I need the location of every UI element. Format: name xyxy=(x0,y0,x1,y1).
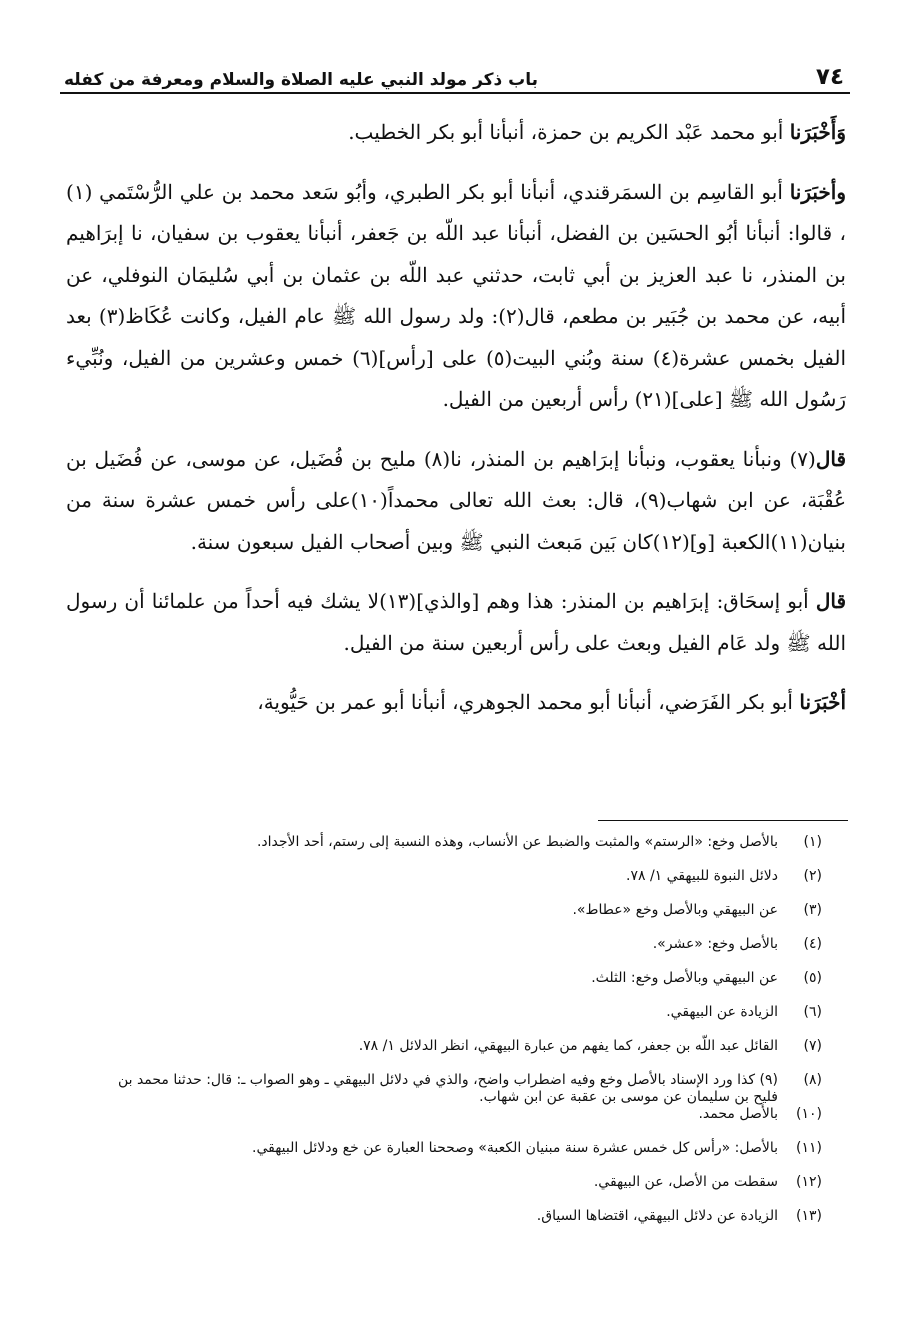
footnote xyxy=(110,902,822,936)
footnote-number: (٤) xyxy=(803,936,822,952)
paragraph-text: أبو القاسِم بن السمَرقندي، أنبأنا أبو بكر الطبري، وأبُو سَعد محمد بن علي الرُّسْتَمي (١) ، قالوا: أنبأنا أبُو الحسَين بن الفضل، أنبأنا عبد اللّه بن جَعفر، أنبأنا يعقوب بن سفيان، نا إبرَاهيم بن المنذر، نا عبد العزيز بن أبي ثابت، حدثني عبد اللّه بن عثمان بن أبي سُليمَان النوفلي، عن أبيه، عن محمد بن جُبَير بن مطعم، قال(٢): ولد رسول الله ﷺ عام الفيل، وكانت عُكَاظ(٣) بعد الفيل بخمس عشرة(٤) سنة وبُني البيت(٥) على [رأس](٦) خمس وعشرين من الفيل، ونُبِّيء رَسُول الله ﷺ [على](٢١) رأس أربعين من الفيل. xyxy=(66,179,847,411)
footnote-number: (١٢) xyxy=(796,1174,822,1190)
paragraph xyxy=(66,112,846,154)
footnote-number: (٢) xyxy=(803,868,822,884)
paragraph xyxy=(66,439,846,564)
footnote-number: (١) xyxy=(803,834,822,850)
paragraph-lead-word: قال xyxy=(815,589,847,613)
footnote xyxy=(110,834,822,868)
page-number: ٧٤ xyxy=(815,64,844,90)
footnote xyxy=(110,1208,822,1242)
footnote-text: (٩) كذا ورد الإسناد بالأصل وخع وفيه اضطراب واضح، والذي في دلائل البيهقي ـ وهو الصواب ـ: قال: حدثنا محمد بن فليح بن سليمان عن موسى بن عقبة عن ابن شهاب. xyxy=(117,1072,778,1105)
paragraph xyxy=(66,581,846,664)
footnote-text: بالأصل وخع: «الرستم» والمثبت والضبط عن الأنساب، وهذه النسبة إلى رستم، أحد الأجداد. xyxy=(256,834,778,850)
footnote xyxy=(110,1004,822,1038)
main-text xyxy=(66,112,846,742)
footnote xyxy=(110,1106,822,1140)
footnote-text: عن البيهقي وبالأصل وخع «عطاط». xyxy=(572,902,778,918)
footnote-separator xyxy=(598,820,848,821)
footnote-number: (٥) xyxy=(803,970,822,986)
footnotes xyxy=(110,834,822,1242)
footnote-text: بالأصل محمد. xyxy=(698,1106,778,1122)
footnote-number: (١٣) xyxy=(796,1208,822,1224)
paragraph-text: أبو بكر الفَرَضي، أنبأنا أبو محمد الجوهري، أنبأنا أبو عمر بن حَيُّوية، xyxy=(257,690,800,714)
footnote-text: سقطت من الأصل، عن البيهقي. xyxy=(593,1174,778,1190)
running-header xyxy=(60,50,850,90)
paragraph-lead-word: وأخبَرَنا xyxy=(789,179,846,204)
footnote-text: بالأصل: «رأس كل خمس عشرة سنة مبنيان الكعبة» وصححنا العبارة عن خع ودلائل البيهقي. xyxy=(252,1140,778,1156)
footnote-number: (٦) xyxy=(803,1004,822,1020)
paragraph-text: أبو محمد عَبْد الكريم بن حمزة، أنبأنا أبو بكر الخطيب. xyxy=(348,120,790,144)
header-rule xyxy=(60,92,850,94)
footnote-number: (٧) xyxy=(803,1038,822,1054)
footnote-text: دلائل النبوة للبيهقي ١/ ٧٨. xyxy=(626,868,778,884)
footnote-number: (٣) xyxy=(803,902,822,918)
paragraph-lead-word: أخْبَرَنا xyxy=(799,690,846,714)
footnote-number: (٨) xyxy=(803,1072,822,1088)
paragraph-lead-word: قال xyxy=(815,446,846,471)
paragraph xyxy=(66,172,846,421)
footnote-text: الزيادة عن دلائل البيهقي، اقتضاها السياق. xyxy=(536,1208,778,1224)
paragraph-lead-word: وَأَخْبَرَنا xyxy=(789,120,846,144)
footnote xyxy=(110,868,822,902)
footnote xyxy=(110,1038,822,1072)
footnote-number: (١٠) xyxy=(796,1106,822,1122)
footnote-text: القائل عبد اللّه بن جعفر، كما يفهم من عبارة البيهقي، انظر الدلائل ١/ ٧٨. xyxy=(358,1038,778,1054)
footnote xyxy=(110,1140,822,1174)
footnote xyxy=(110,1174,822,1208)
chapter-title: باب ذكر مولد النبي عليه الصلاة والسلام ومعرفة من كفله xyxy=(64,70,539,90)
footnote-text: بالأصل وخع: «عشر». xyxy=(652,936,778,952)
footnote-text: الزيادة عن البيهقي. xyxy=(666,1004,778,1020)
paragraph-text: أبو إسحَاق: إبرَاهيم بن المنذر: هذا وهم [والذي](١٣)لا يشك فيه أحداً من علمائنا أن رسول الله ﷺ ولد عَام الفيل وبعث على رأس أربعين سنة من الفيل. xyxy=(66,589,846,655)
paragraph xyxy=(66,682,846,724)
footnote xyxy=(110,970,822,1004)
footnote-text: عن البيهقي وبالأصل وخع: الثلث. xyxy=(591,970,778,986)
footnote xyxy=(110,1072,822,1106)
paragraph-text: (٧) ونبأنا يعقوب، ونبأنا إبرَاهيم بن المنذر، نا(٨) مليح بن فُضَيل، عن موسى، عن فُضَيل بن عُقْبَة، عن ابن شهاب(٩)، قال: بعث الله تعالى محمداً(١٠)على رأس خمس عشرة سنة من بنيان(١١)الكعبة [و](١٢)كان بَين مَبعث النبي ﷺ وبين أصحاب الفيل سبعون سنة. xyxy=(66,446,847,554)
footnote-number: (١١) xyxy=(796,1140,822,1156)
footnote xyxy=(110,936,822,970)
